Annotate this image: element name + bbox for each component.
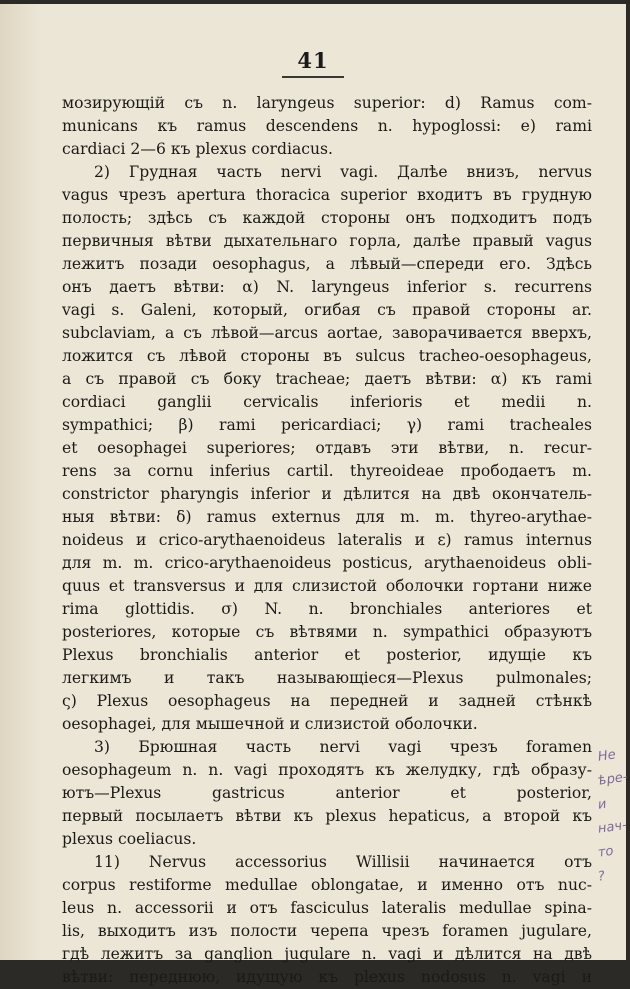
- text-line: для m. m. crico-arythaenoideus posticus, arythaenoideus obli-: [62, 554, 592, 572]
- margin-note-line: нач-: [597, 817, 628, 837]
- text-line: noideus и crico-arythaenoideus lateralis и ε) ramus internus: [62, 531, 592, 549]
- text-line: sympathici; β) rami pericardiaci; γ) rami tracheales: [62, 416, 592, 434]
- text-line: ютъ—Plexus gastricus anterior et posterior,: [62, 784, 592, 802]
- text-line: municans къ ramus descendens n. hypoglossi: e) rami: [62, 117, 592, 135]
- text-line: oesophagei, для мышечной и слизистой оболочки.: [62, 715, 478, 733]
- text-line: 2) Грудная часть nervi vagi. Далѣе внизъ, nervus: [94, 163, 592, 181]
- text-line: constrictor pharyngis inferior и дѣлится на двѣ окончатель-: [62, 485, 592, 503]
- text-line: полость; здѣсь съ каждой стороны онъ подходитъ подъ: [62, 209, 592, 227]
- page-edge-shade: [0, 4, 40, 960]
- text-line: cardiaci 2—6 къ plexus cordiacus.: [62, 140, 334, 158]
- text-line: первичныя вѣтви дыхательнаго горла, далѣе правый vagus: [62, 232, 592, 250]
- text-line: lis, выходитъ изъ полости черепа чрезъ foramen jugulare,: [62, 922, 592, 940]
- text-line: plexus coeliacus.: [62, 830, 197, 848]
- text-line: ныя вѣтви: δ) ramus externus для m. m. thyreo-arythae-: [62, 508, 592, 526]
- text-line: leus n. accessorii и отъ fasciculus lateralis medullae spinа-: [62, 899, 592, 917]
- text-line: rima glottidis. σ) N. n. bronchiales anteriores et: [62, 600, 592, 618]
- text-line: 11) Nervus accessorius Willisii начинается отъ: [94, 853, 592, 871]
- book-page: [0, 4, 629, 986]
- text-line: онъ даетъ вѣтви: α) N. laryngeus inferior s. recurrens: [62, 278, 592, 296]
- text-line: 3) Брюшная часть nervi vagi чрезъ foramen: [94, 738, 592, 756]
- text-line: rens за cornu inferius cartil. thyreoideae прободаетъ m.: [62, 462, 592, 480]
- margin-note-line: ?: [597, 868, 606, 885]
- text-line: cordiaci gangliі cervicalis inferioris et medii n.: [62, 393, 592, 411]
- text-line: лежитъ позади oesophagus, а лѣвый—спереди его. Здѣсь: [62, 255, 592, 273]
- margin-note-line: ѣре-: [597, 769, 629, 789]
- text-line: posteriores, которые съ вѣтвями n. sympathici образуютъ: [62, 623, 592, 641]
- text-line: вѣтви: переднюю, идущую къ plexus nodosus n. vagi и: [62, 968, 592, 986]
- text-line: subclaviam, а съ лѣвой—arcus aortae, заворачивается вверхъ,: [62, 324, 592, 342]
- text-line: мозирующій съ n. laryngeus superior: d) Ramus com-: [62, 94, 592, 112]
- margin-note-line: Не: [597, 747, 617, 765]
- text-line: гдѣ лежитъ за ganglion jugulare n. vagi и дѣлится на двѣ: [62, 945, 592, 963]
- text-line: et oesophagei superiores; отдавъ эти вѣтви, n. recur-: [62, 439, 592, 457]
- text-line: легкимъ и такъ называющіеся—Plexus pulmonales;: [62, 669, 592, 687]
- text-line: vagus чрезъ apertura thoracica superior входитъ въ грудную: [62, 186, 592, 204]
- text-line: ς) Plexus oesophageus на передней и задней стѣнкѣ: [62, 692, 592, 710]
- text-line: ложится съ лѣвой стороны въ sulcus tracheo-oesophageus,: [62, 347, 592, 365]
- page-number-rule: [282, 76, 344, 78]
- text-line: corpus restiforme medullae oblongatae, и именно отъ nuc-: [62, 876, 592, 894]
- margin-note-line: и: [597, 796, 608, 813]
- text-line: Plexus bronchialis anterior et posterior, идущіе къ: [62, 646, 592, 664]
- margin-note-line: то: [597, 843, 615, 861]
- page-number: 41: [297, 48, 329, 73]
- text-line: vagi s. Galeni, который, огибая съ правой стороны ar.: [62, 301, 592, 319]
- handwritten-margin-note: [597, 744, 629, 888]
- text-line: первый посылаетъ вѣтви къ plexus hepaticus, а второй къ: [62, 807, 592, 825]
- text-line: quus et transversus и для слизистой оболочки гортани ниже: [62, 577, 592, 595]
- body-text: [62, 92, 592, 989]
- text-line: а съ правой съ боку tracheae; даетъ вѣтви: α) къ rami: [62, 370, 592, 388]
- text-line: oesophageum n. n. vagi проходятъ къ желудку, гдѣ образу-: [62, 761, 592, 779]
